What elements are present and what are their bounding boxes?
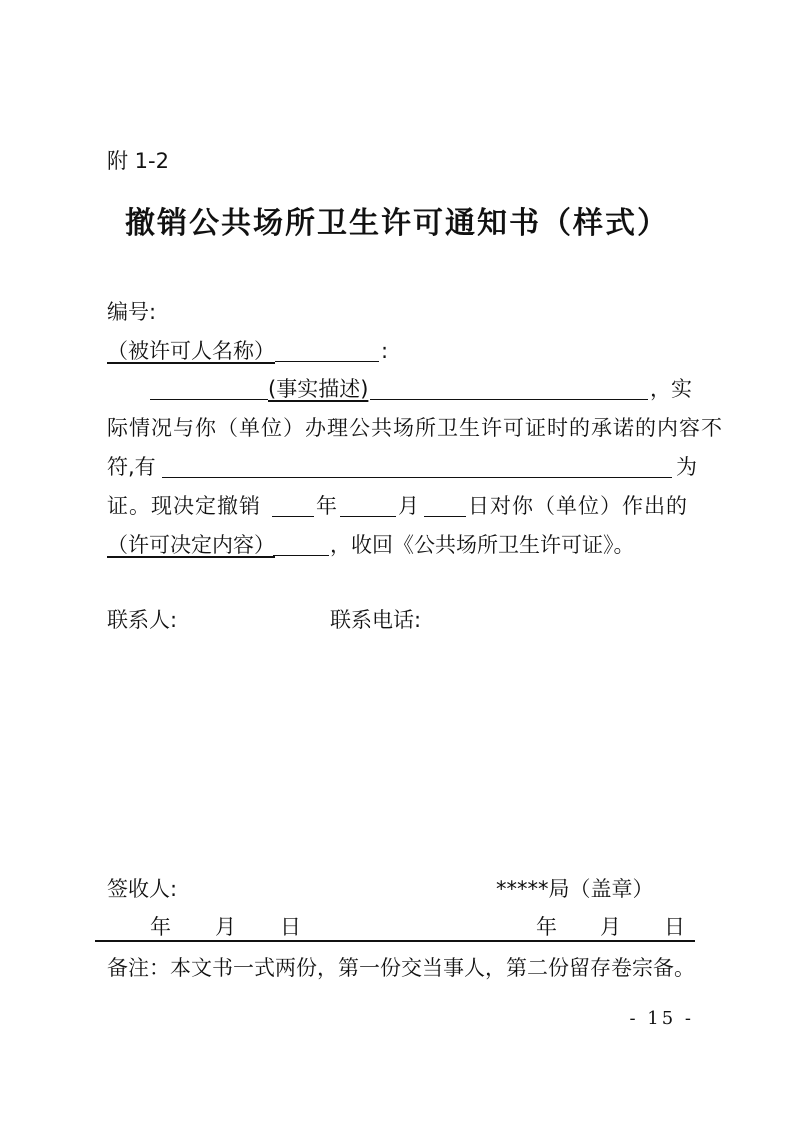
day-clause: 日对你（单位）作出的 — [468, 494, 688, 518]
attachment-label: 附 1-2 — [107, 149, 169, 173]
receiver-date-month: 月 — [215, 915, 236, 939]
body-line-4-start: 证。现决定撤销 — [107, 494, 261, 518]
decision-content-placeholder: （许可决定内容） — [107, 533, 275, 557]
body-line-5-end: ，收回《公共场所卫生许可证》。 — [330, 533, 635, 557]
body-line-3-end: 为 — [676, 455, 697, 479]
seal-date-year: 年 — [536, 915, 557, 939]
seal-date-day: 日 — [664, 915, 685, 939]
document-title: 撤销公共场所卫生许可通知书（样式） — [125, 206, 669, 241]
bureau-seal: *****局（盖章） — [496, 877, 654, 901]
body-line-3-start: 符,有 — [107, 455, 156, 479]
fact-blank-left — [150, 399, 268, 400]
receiver-date-year: 年 — [150, 915, 171, 939]
recipient-colon: : — [381, 339, 389, 363]
year-label: 年 — [316, 494, 337, 518]
recipient-name-placeholder: （被许可人名称） — [107, 339, 275, 363]
contact-person-label: 联系人: — [107, 608, 178, 632]
footer-rule — [95, 940, 695, 942]
fact-description-placeholder: (事实描述) — [268, 377, 369, 401]
receiver-date-day: 日 — [280, 915, 301, 939]
number-label: 编号: — [107, 300, 157, 324]
year-blank — [272, 516, 314, 517]
month-blank — [340, 516, 396, 517]
day-blank — [424, 516, 466, 517]
line1-end-text: ，实 — [650, 377, 692, 401]
contact-phone-label: 联系电话: — [330, 608, 422, 632]
body-line-2: 际情况与你（单位）办理公共场所卫生许可证时的承诺的内容不 — [107, 416, 723, 440]
seal-date-month: 月 — [600, 915, 621, 939]
page-number: - 15 - — [629, 1008, 694, 1029]
recipient-name-blank — [275, 361, 379, 362]
footer-note: 备注：本文书一式两份，第一份交当事人，第二份留存卷宗备。 — [107, 956, 695, 980]
decision-content-blank — [273, 555, 329, 556]
reason-blank — [162, 477, 672, 478]
fact-blank-right — [370, 399, 648, 400]
month-label: 月 — [398, 494, 419, 518]
receiver-label: 签收人: — [107, 877, 178, 901]
